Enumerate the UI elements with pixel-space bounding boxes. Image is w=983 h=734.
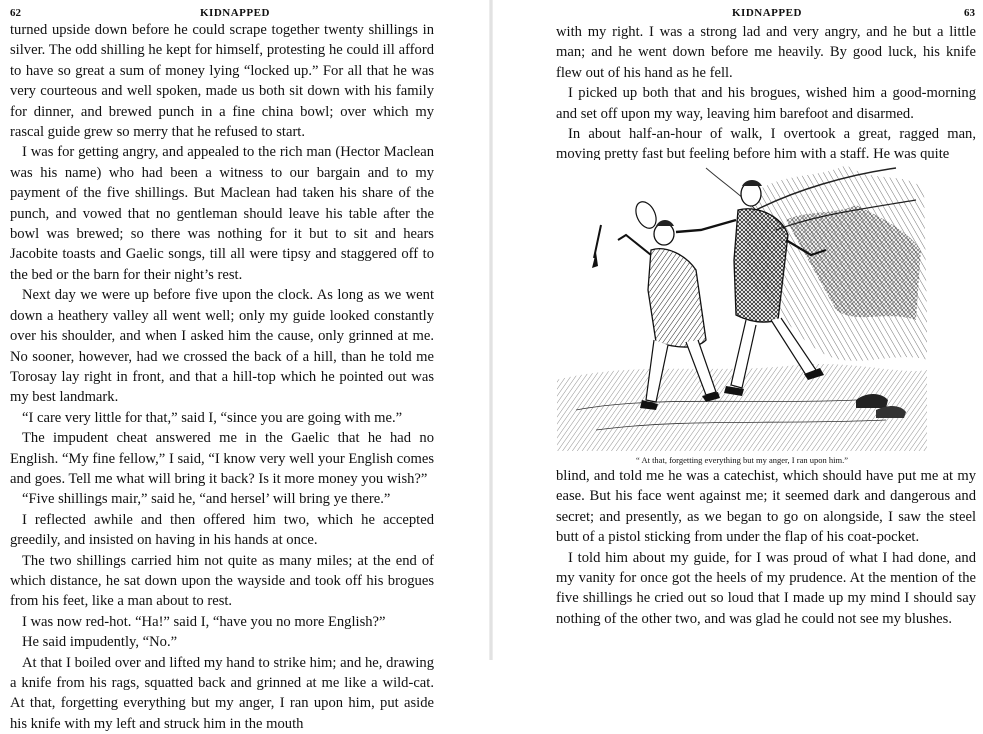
right-paragraph: I picked up both that and his brogues, wished him a good-morning and set off upon my way, leaving him barefoot and disarmed. bbox=[556, 85, 976, 122]
right-page-number: 63 bbox=[964, 7, 975, 19]
left-page bbox=[0, 0, 490, 732]
left-paragraph: The two shillings carried him not quite as many miles; at the end of which distance, he sat down upon the wayside and took off his brogues from his feet, like a man about to rest. bbox=[10, 552, 434, 610]
left-paragraph: turned upside down before he could scrape together twenty shillings in silver. The odd shilling he kept for himself, protesting he could ill afford to have so great a sum of money lying “locked up.” For all that he was very courteous and well spoken, made us both sit down with his family for dinner, and brewed punch in a fine china bowl; over which my rascal guide grew so merry that he refused to start. bbox=[10, 22, 434, 141]
right-paragraph: with my right. I was a strong lad and very angry, and he but a little man; and he went down before me heavily. By good luck, his knife flew out of his hand as he fell. bbox=[556, 24, 976, 81]
right-bottom-text bbox=[556, 466, 976, 629]
left-paragraph: The impudent cheat answered me in the Gaelic that he had no English. “My fine fellow,” I said, “I know very well your English comes and goes. Tell me what will bring it back? Is it more money you wish?” bbox=[10, 430, 434, 487]
left-paragraph: “Five shillings mair,” said he, “and hersel’ will bring ye there.” bbox=[22, 491, 391, 508]
left-paragraph: I reflected awhile and then offered him two, which he accepted greedily, and insisted on having in his hands at once. bbox=[10, 511, 434, 549]
right-top-text bbox=[556, 22, 976, 165]
left-paragraph: He said impudently, “No.” bbox=[22, 634, 178, 651]
left-text-column bbox=[10, 20, 434, 734]
left-paragraph: “I care very little for that,” said I, “since you are going with me.” bbox=[22, 409, 403, 426]
right-paragraph: blind, and told me he was a catechist, which should have put me at my ease. But his face went against me; it seemed dark and dangerous and secret; and presently, as we began to go on alongside, I saw the steel butt of a pistol sticking from under the flap of his coat-pocket. bbox=[556, 468, 976, 546]
right-running-head: KIDNAPPED bbox=[732, 7, 802, 19]
left-page-number: 62 bbox=[10, 7, 21, 19]
left-paragraph: I was for getting angry, and appealed to the rich man (Hector Maclean was his name) who had been a witness to our bargain and to my payment of the five shillings. But Maclean had taken his share of the punch, and vowed that no gentleman should leave his table after the bowl was brewed; so there was nothing for it but to sit and hears Jacobite toasts and Gaelic songs, till all were tipsy and staggered off to the bed or the barn for their night’s rest. bbox=[10, 144, 434, 283]
left-paragraph: Next day we were up before five upon the clock. As long as we went down a heathery valley all went well; only my guide looked constantly over his shoulder, and when I asked him the cause, only grinned at me. No sooner, however, had we crossed the back of a hill, than he told me Torosay lay right in front, and that a hill-top which he pointed out was my best landmark. bbox=[10, 287, 434, 406]
engraving-fight-illustration-icon bbox=[556, 160, 928, 452]
right-page bbox=[492, 0, 983, 660]
left-paragraph: I was now red-hot. “Ha!” said I, “have you no more English?” bbox=[22, 613, 386, 630]
left-running-head: KIDNAPPED bbox=[200, 7, 270, 19]
right-paragraph: I told him about my guide, for I was proud of what I had done, and my vanity for once got the heels of my prudence. At the mention of the five shillings he cried out so loud that I made up my mind I should say nothing of the other two, and was glad he could not see my blushes. bbox=[556, 549, 976, 627]
illustration-caption: “ At that, forgetting everything but my anger, I ran upon him.” bbox=[636, 455, 848, 465]
left-paragraph: At that I boiled over and lifted my hand to strike him; and he, drawing a knife from his rags, squatted back and grinned at me like a wild-cat. At that, forgetting everything but my anger, I ran upon him, put aside his knife with my left and struck him in the mouth bbox=[10, 654, 434, 732]
right-paragraph: In about half-an-hour of walk, I overtook a great, ragged man, moving pretty fast but feeling before him with a staff. He was quite bbox=[556, 126, 976, 163]
